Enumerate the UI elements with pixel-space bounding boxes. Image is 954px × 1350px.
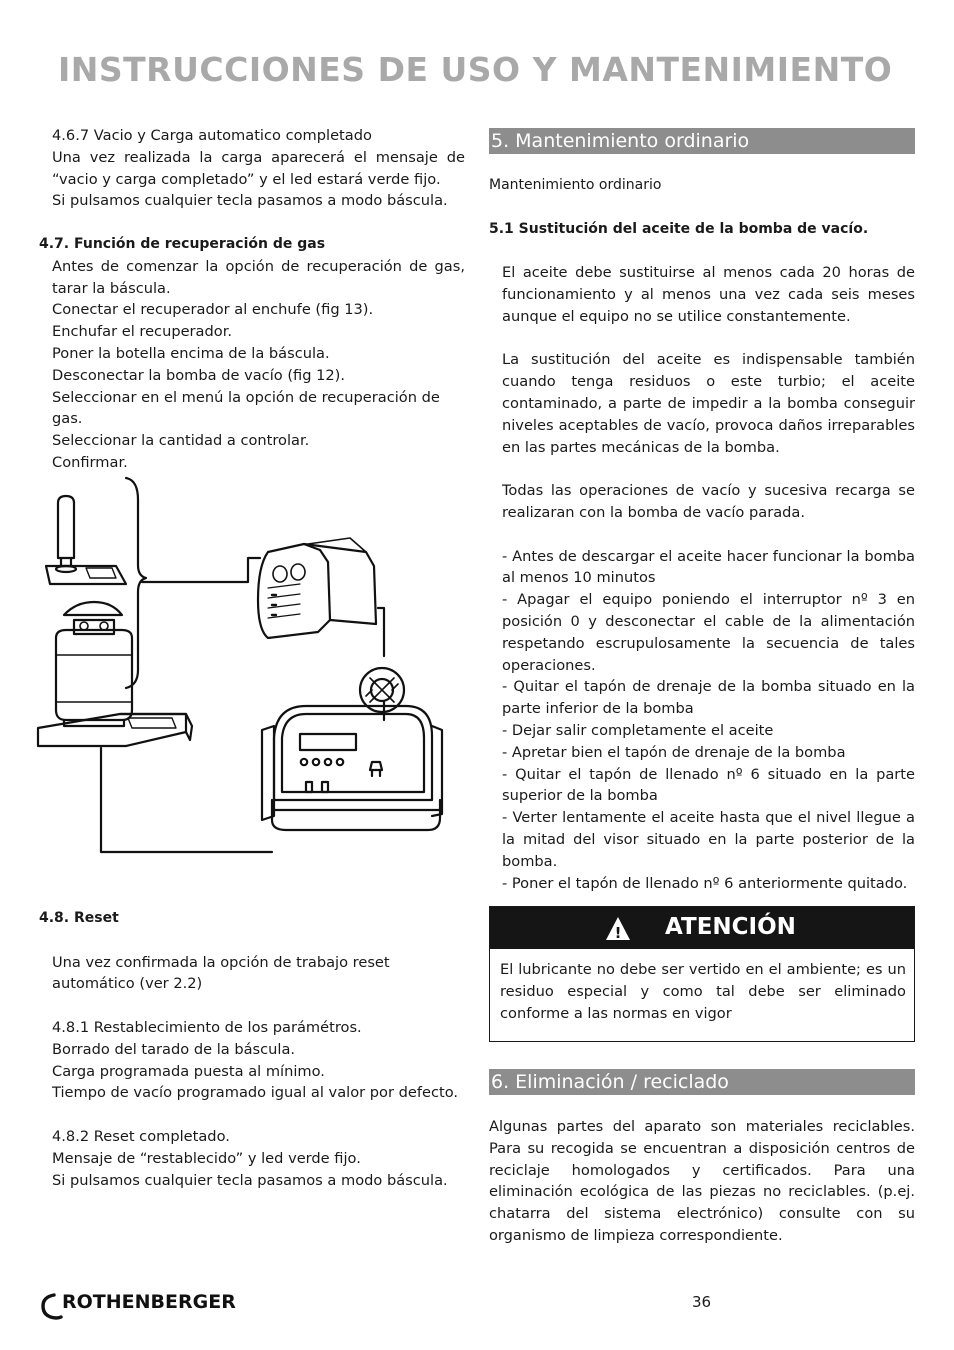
step-line: Poner la botella encima de la báscula. <box>52 344 330 362</box>
step-line: - Antes de descargar el aceite hacer funcionar la bomba al menos 10 minutos <box>502 547 915 587</box>
section-4-8-1-title: 4.8.1 Restablecimiento de los parámétros. <box>52 1018 362 1036</box>
step-line: - Quitar el tapón de llenado nº 6 situado en la parte superior de la bomba <box>502 765 915 805</box>
warning-triangle-icon <box>605 916 631 942</box>
section-4-8-heading: 4.8. Reset <box>39 910 119 926</box>
step-line: Desconectar la bomba de vacío (fig 12). <box>52 366 346 384</box>
recycling-column <box>489 1116 915 1247</box>
step-line: Seleccionar la cantidad a controlar. <box>52 432 310 450</box>
step-line: Confirmar. <box>52 453 128 471</box>
paragraph: Todas las operaciones de vacío y sucesiva recarga se realizaran con la bomba de vacío parada. <box>502 482 915 521</box>
step-line: - Dejar salir completamente el aceite <box>502 721 774 739</box>
brand-name: ROTHENBERGER <box>62 1291 236 1313</box>
reset-section <box>39 908 465 1191</box>
section-4-8-2-title: 4.8.2 Reset completado. <box>52 1127 230 1145</box>
section-4-7-intro: Antes de comenzar la opción de recuperación de gas, tarar la báscula. <box>52 257 465 297</box>
reset-line: Mensaje de “restablecido” y led verde fijo. <box>52 1149 361 1167</box>
page-number: 36 <box>692 1293 712 1311</box>
step-line: - Verter lentamente el aceite hasta que el nivel llegue a la mitad del visor situado en la parte posterior de la bomba. <box>502 809 915 870</box>
gas-recovery-diagram <box>36 470 446 860</box>
warning-box <box>489 906 915 1042</box>
warning-title: ATENCIÓN <box>665 914 796 940</box>
step-line: Conectar el recuperador al enchufe (fig 13). <box>52 301 374 319</box>
section-4-6-7-body-2: Si pulsamos cualquier tecla pasamos a modo báscula. <box>52 192 448 210</box>
section-5-1-heading: 5.1 Sustitución del aceite de la bomba de vacío. <box>489 220 869 237</box>
page-title: INSTRUCCIONES DE USO Y MANTENIMIENTO <box>58 50 893 89</box>
reset-line: Si pulsamos cualquier tecla pasamos a modo báscula. <box>52 1171 448 1189</box>
paragraph: La sustitución del aceite es indispensable también cuando tenga residuos o este turbio; el aceite contaminado, a parte de impedir a la bomba conseguir niveles aceptables de vacío, provoca daños irreparables en las partes mecánicas de la bomba. <box>502 351 915 456</box>
section-4-7-heading: 4.7. Función de recuperación de gas <box>39 235 326 252</box>
warning-text: El lubricante no debe ser vertido en el ambiente; es un residuo especial y como tal debe ser eliminado conforme a las normas en vigor <box>500 961 906 1022</box>
charging-station <box>262 706 442 830</box>
maintenance-column <box>489 175 915 894</box>
reset-line: Borrado del tarado de la báscula. <box>52 1040 296 1058</box>
section-4-6-7-title: 4.6.7 Vacio y Carga automatico completado <box>52 127 372 144</box>
recovery-unit <box>258 538 376 638</box>
logo-hook-icon <box>40 1291 64 1321</box>
refrigerant-cylinder <box>56 602 132 726</box>
step-line: - Quitar el tapón de drenaje de la bomba situado en la parte inferior de la bomba <box>502 678 915 718</box>
recycling-text: Algunas partes del aparato son materiales reciclables. Para su recogida se encuentran a disposición centros de reciclaje homologados y certificados. Para una eliminación ecológica de las piezas no reciclables. (p.ej. chatarra del sistema electrónico) consulte con su organismo de limpieza correspondiente. <box>489 1118 915 1244</box>
left-column <box>39 125 465 474</box>
step-line: - Apagar el equipo poniendo el interruptor nº 3 en posición 0 y desconectar el cable de la alimentación respetando escrupulosamente la secuencia de tales operaciones. <box>502 591 915 674</box>
warning-header <box>490 907 914 949</box>
reset-line: Tiempo de vacío programado igual al valor por defecto. <box>52 1084 459 1102</box>
small-canister-on-scale <box>46 496 126 584</box>
section-6-bar: 6. Eliminación / reciclado <box>489 1069 915 1095</box>
step-line: - Poner el tapón de llenado nº 6 anteriormente quitado. <box>502 874 908 892</box>
step-line: Enchufar el recuperador. <box>52 323 232 341</box>
warning-symbol: ! <box>614 924 622 942</box>
section-4-6-7-body: Una vez realizada la carga aparecerá el mensaje de “vacio y carga completado” y el led estará verde fijo. <box>52 148 465 188</box>
section-4-8-intro: Una vez confirmada la opción de trabajo reset automático (ver 2.2) <box>52 953 390 993</box>
step-line: Seleccionar en el menú la opción de recuperación de gas. <box>52 388 440 428</box>
paragraph: El aceite debe sustituirse al menos cada 20 horas de funcionamiento y al menos una vez cada seis meses aunque el equipo no se utilice constantemente. <box>502 264 915 325</box>
reset-line: Carga programada puesta al mínimo. <box>52 1062 325 1080</box>
maintenance-subtitle: Mantenimiento ordinario <box>489 177 662 193</box>
step-line: - Apretar bien el tapón de drenaje de la bomba <box>502 743 846 761</box>
section-5-bar: 5. Mantenimiento ordinario <box>489 128 915 154</box>
